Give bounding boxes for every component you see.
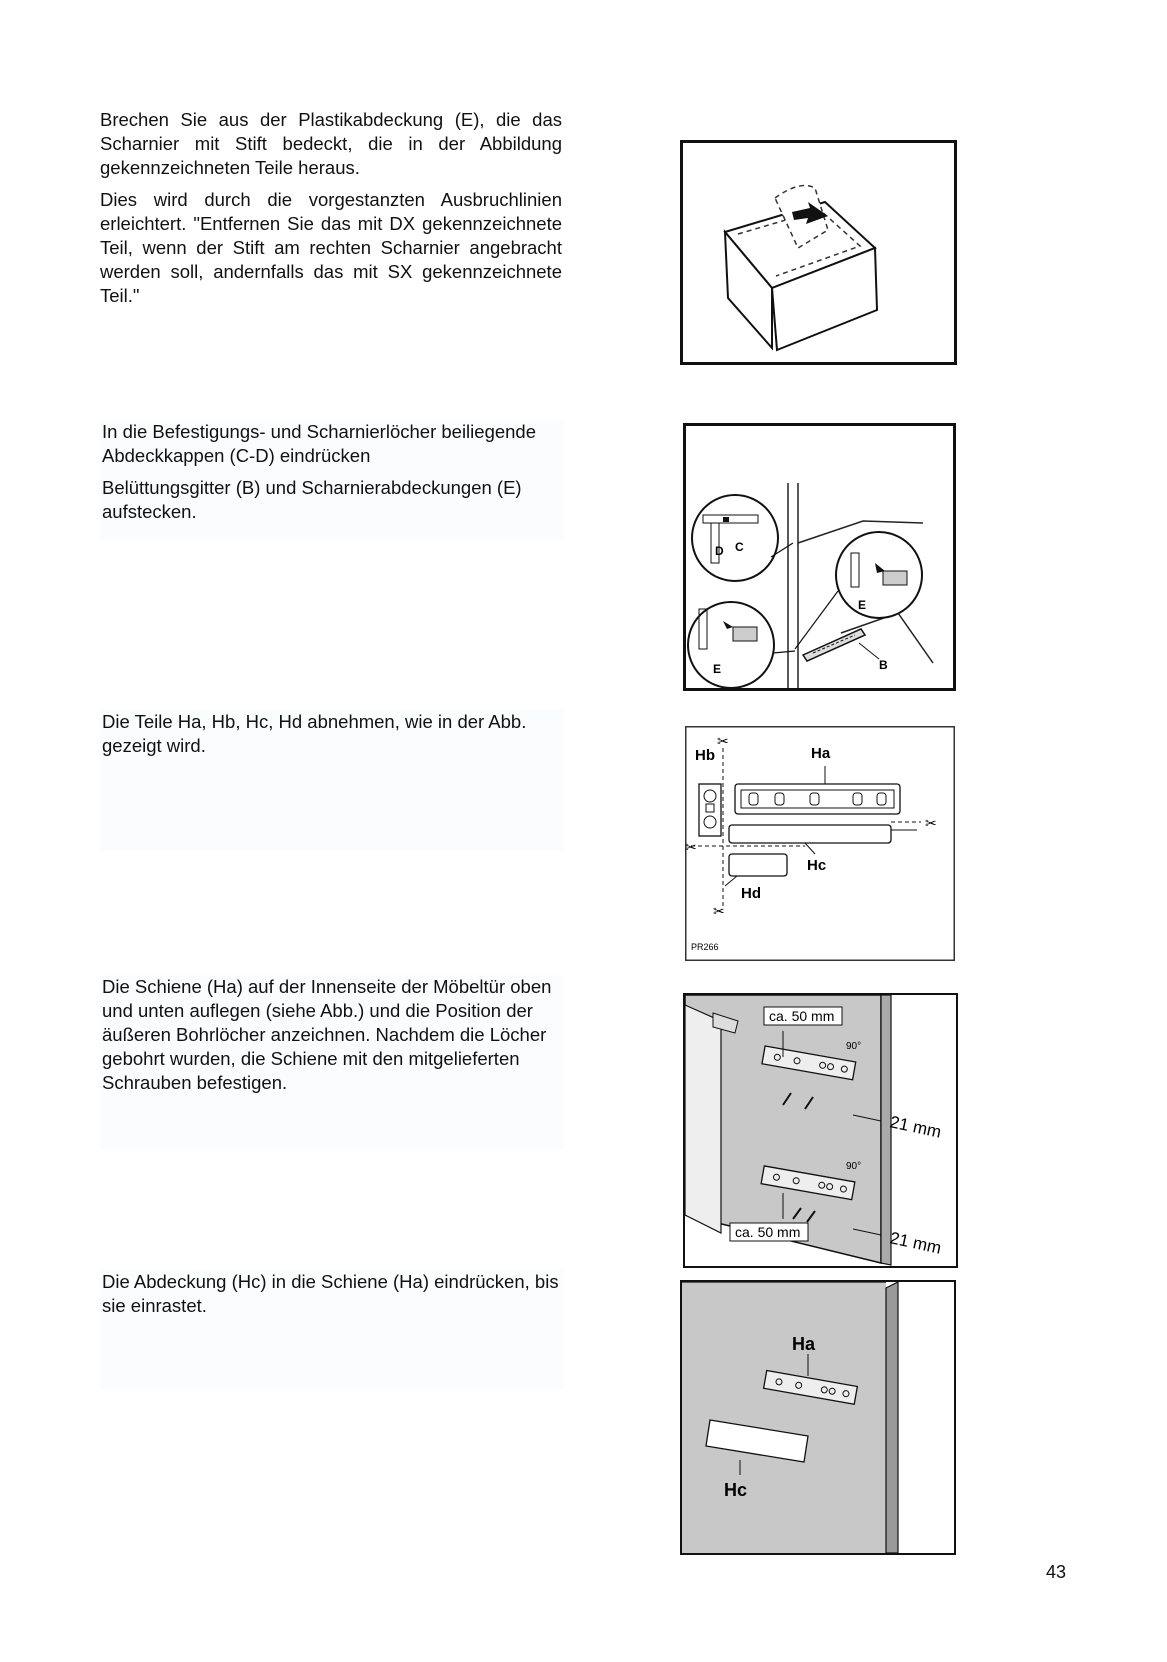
label-b: B (879, 658, 888, 672)
scissors-icon: ✂ (713, 903, 725, 919)
label-hc: Hc (724, 1480, 748, 1500)
paragraph: Dies wird durch die vorgestanzten Ausbruchlinien erleichtert. "Entfernen Sie das mit DX gekennzeichnete Teil, wenn der Stift am rechten Scharnier angebracht werden soll, andernfalls das mit SX gekennzeichnete Teil." (100, 189, 562, 306)
dim-bottom: ca. 50 mm (735, 1224, 801, 1240)
figure-caps-grille (683, 423, 956, 691)
label-e-right: E (858, 598, 867, 612)
label-ha: Ha (792, 1334, 816, 1354)
paragraph: Belüttungsgitter (B) und Scharnierabdeckungen (E) aufstecken. (102, 477, 522, 522)
figure-parts (685, 726, 955, 961)
section-3 (100, 710, 564, 850)
section-5 (100, 1270, 564, 1390)
section-1 (100, 108, 562, 316)
paragraph: Die Abdeckung (Hc) in die Schiene (Ha) eindrücken, bis sie einrastet. (102, 1271, 559, 1316)
paragraph: Die Schiene (Ha) auf der Innenseite der Möbeltür oben und unten auflegen (siehe Abb.) und die Position der äußeren Bohrlöcher anzeichnen. Nachdem die Löcher gebohrt wurden, die Schiene mit den mitgelieferten Schrauben befestigen. (102, 976, 552, 1093)
label-hc: Hc (807, 857, 827, 874)
figure-plastic-cover (680, 140, 957, 365)
dist-bottom: 21 mm (888, 1228, 943, 1258)
section-4 (100, 975, 564, 1150)
figure-mounting (683, 993, 958, 1268)
angle-top: 90° (846, 1041, 862, 1052)
label-c: C (735, 540, 744, 554)
paragraph: Die Teile Ha, Hb, Hc, Hd abnehmen, wie in der Abb. gezeigt wird. (102, 711, 527, 756)
dim-top: ca. 50 mm (769, 1008, 835, 1024)
label-hb: Hb (695, 747, 715, 764)
label-hd: Hd (741, 885, 761, 902)
paragraph: In die Befestigungs- und Scharnierlöcher beiliegende Abdeckkappen (C-D) eindrücken (102, 421, 537, 466)
figure-cover-insert (680, 1280, 956, 1555)
page-number: 43 (1046, 1562, 1067, 1582)
label-ha: Ha (811, 745, 831, 762)
scissors-icon: ✂ (925, 815, 937, 831)
section-2 (100, 420, 564, 540)
paragraph: Brechen Sie aus der Plastikabdeckung (E), die das Scharnier mit Stift bedeckt, die in der Abbildung gekennzeichneten Teile heraus. (100, 109, 562, 178)
scissors-icon: ✂ (717, 733, 729, 749)
dist-top: 21 mm (888, 1112, 943, 1142)
scissors-icon: ✂ (685, 839, 697, 855)
label-d: D (715, 544, 724, 558)
label-e-left: E (713, 662, 722, 676)
figure-code: PR266 (691, 942, 719, 952)
angle-bottom: 90° (846, 1161, 862, 1172)
